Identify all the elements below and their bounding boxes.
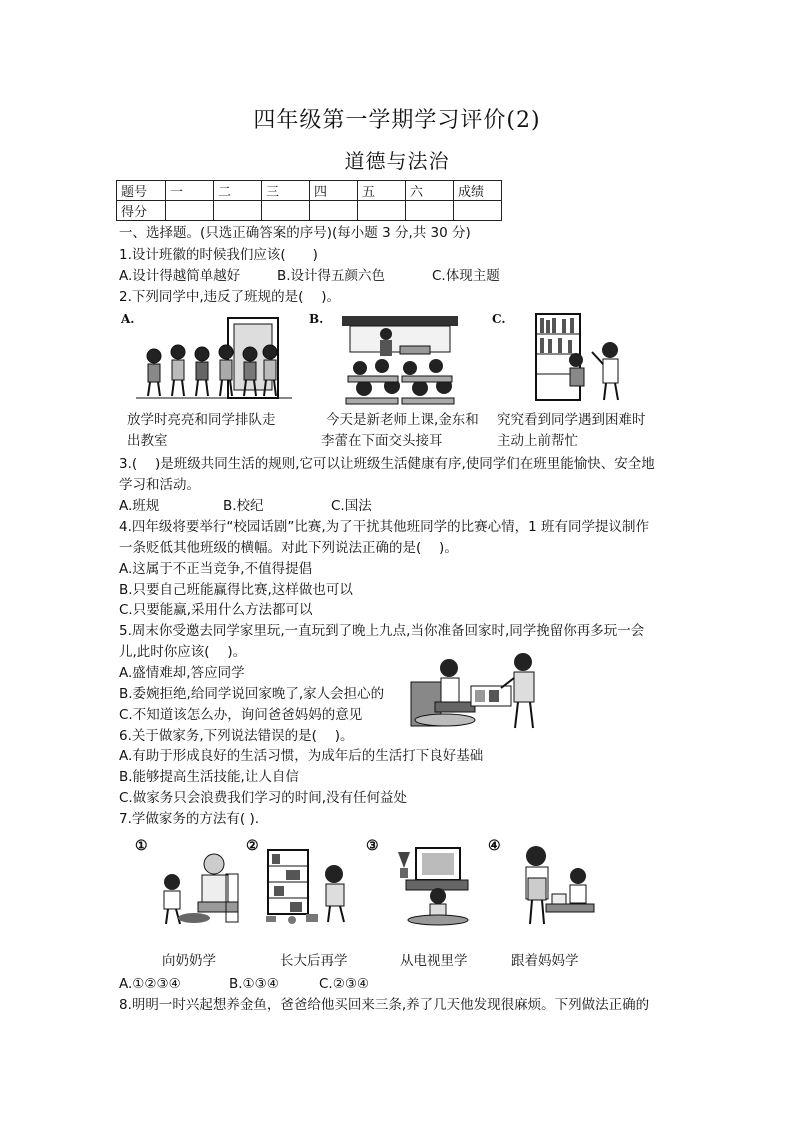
question-7-stem: 7.学做家务的方法有( ). [119,811,259,827]
question-1-options [119,267,500,285]
picture-label-b: B. [309,312,324,326]
question-3-options [119,497,372,515]
score-header-cell: 六 [406,181,454,201]
question-5-stem-line-1: 5.周末你受邀去同学家里玩,一直玩到了晚上九点,当你准备回家时,同学挽留你再多玩一会 [119,623,645,639]
score-header-cell: 五 [358,181,406,201]
question-8-stem: 8.明明一时兴起想养金鱼，爸爸给他买回来三条,养了几天他发现很麻烦。下列做法正确的 [119,997,650,1013]
score-cell[interactable] [406,201,454,221]
q7-caption-1: 向奶奶学 [162,953,216,969]
score-row-label: 得分 [117,201,166,221]
score-cell[interactable] [214,201,262,221]
option-a: A.班规 [119,498,160,514]
score-cell[interactable] [454,201,502,221]
question-3-stem-line-2: 学习和活动。 [119,477,200,493]
q7-caption-4: 跟着妈妈学 [511,953,579,969]
question-1-stem: 1.设计班徽的时候我们应该( ) [119,247,318,263]
question-6-option-b: B.能够提高生活技能,让人自信 [119,769,299,785]
option-c: C.国法 [331,498,372,514]
watching-tv-illustration [382,844,476,926]
score-table [116,180,502,221]
option-a: A.①②③④ [119,976,181,992]
question-6-stem: 6.关于做家务,下列说法错误的是( )。 [119,728,354,744]
caption-c-line-2: 主动上前帮忙 [497,433,578,449]
students-line-up-illustration [136,312,292,404]
learn-from-grandma-illustration [150,844,242,926]
picture-mark-2: ② [246,838,259,854]
question-4-option-c: C.只要能赢,采用什么方法都可以 [119,602,313,618]
caption-b-line-1: 今天是新老师上课,金东和 [326,412,479,428]
question-5-option-b: B.委婉拒绝,给同学说回家晚了,家人会担心的 [119,686,385,702]
learn-from-mother-illustration [506,844,600,928]
page-subtitle: 道德与法治 [344,149,450,173]
score-header-cell: 成绩 [454,181,502,201]
option-a: A.设计得越简单越好 [119,268,241,284]
question-6-option-c: C.做家务只会浪费我们学习的时间,没有任何益处 [119,790,408,806]
question-2-stem: 2.下列同学中,违反了班规的是( )。 [119,289,340,305]
score-table-score-row [117,201,502,221]
page-title: 四年级第一学期学习评价(2) [253,108,541,133]
question-5-stem-line-2: 儿,此时你应该( )。 [119,644,247,660]
helping-classmate-illustration [532,312,632,402]
score-table-header-row [117,181,502,201]
section-heading: 一、选择题。(只选正确答案的序号)(每小题 3 分,共 30 分) [119,225,471,241]
score-header-cell: 四 [310,181,358,201]
question-5-option-c: C.不知道该怎么办，询问爸爸妈妈的意见 [119,707,363,723]
friends-at-home-illustration [405,646,553,732]
score-cell[interactable] [310,201,358,221]
question-4-option-b: B.只要自己班能赢得比赛,这样做也可以 [119,582,353,598]
question-7-options [119,975,369,993]
option-b: B.①③④ [229,976,279,992]
score-cell[interactable] [166,201,214,221]
score-cell[interactable] [358,201,406,221]
question-5-option-a: A.盛情难却,答应同学 [119,665,245,681]
picture-mark-1: ① [135,838,148,854]
option-b: B.设计得五颜六色 [277,268,386,284]
messy-room-illustration [262,844,354,926]
option-c: C.体现主题 [432,268,500,284]
picture-label-c: C. [492,312,506,326]
caption-a-line-1: 放学时亮亮和同学排队走 [127,412,276,428]
classroom-whispering-illustration [340,312,460,406]
q7-caption-3: 从电视里学 [400,953,468,969]
score-cell[interactable] [262,201,310,221]
caption-a-line-2: 出教室 [127,433,168,449]
picture-mark-3: ③ [366,838,379,854]
option-c: C.②③④ [319,976,370,992]
question-4-stem-line-1: 4.四年级将要举行“校园话剧”比赛,为了干扰其他班同学的比赛心情，1 班有同学提议制作 [119,519,650,535]
question-3-stem-line-1: 3.( )是班级共同生活的规则,它可以让班级生活健康有序,使同学们在班里能愉快、安全地 [119,456,655,472]
question-6-option-a: A.有助于形成良好的生活习惯，为成年后的生活打下良好基础 [119,748,484,764]
question-4-option-a: A.这属于不正当竞争,不值得提倡 [119,561,313,577]
question-4-stem-line-2: 一条贬低其他班级的横幅。对此下列说法正确的是( )。 [119,540,458,556]
q7-caption-2: 长大后再学 [280,953,348,969]
option-b: B.校纪 [223,498,264,514]
score-header-cell: 三 [262,181,310,201]
score-header-cell: 一 [166,181,214,201]
score-header-cell: 题号 [117,181,166,201]
score-header-cell: 二 [214,181,262,201]
picture-label-a: A. [121,312,135,326]
caption-b-line-2: 李蕾在下面交头接耳 [321,433,443,449]
picture-mark-4: ④ [488,838,501,854]
caption-c-line-1: 究究看到同学遇到困难时 [497,412,646,428]
